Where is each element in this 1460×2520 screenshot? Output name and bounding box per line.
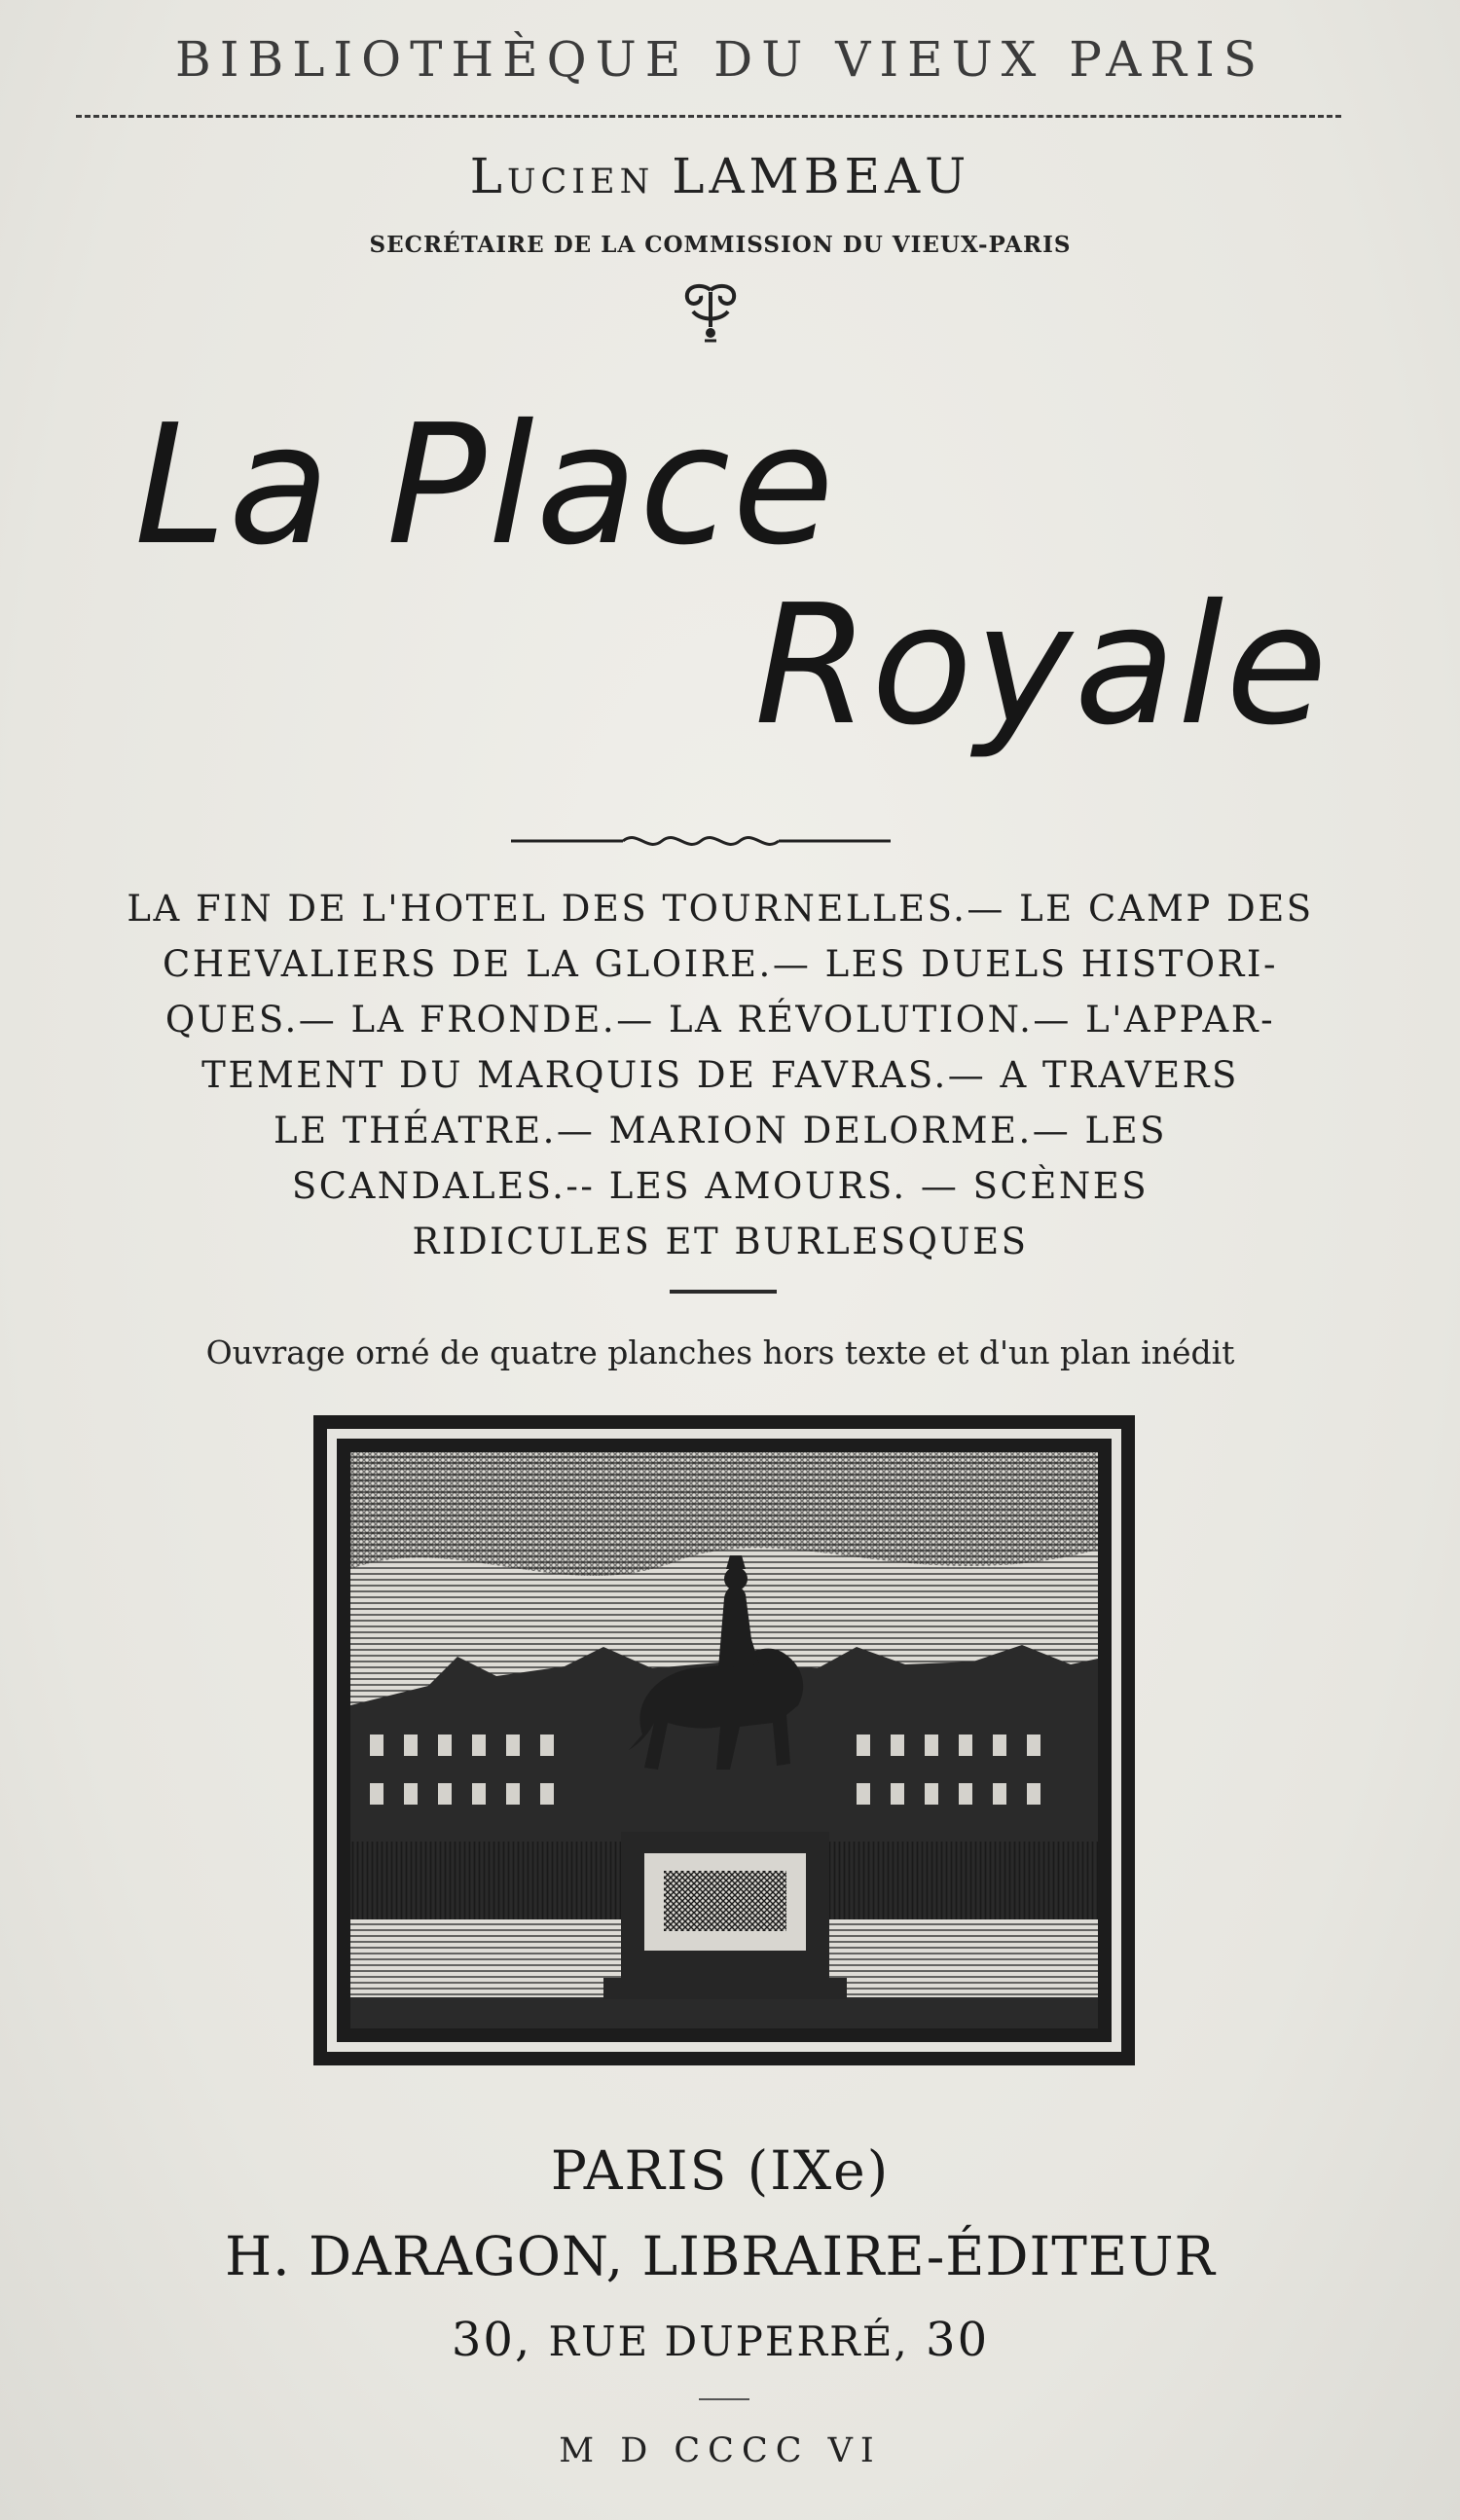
imprint-publisher: H. DARAGON, LIBRAIRE-ÉDITEUR [225, 2225, 1216, 2287]
series-title: BIBLIOTHÈQUE DU VIEUX PARIS [174, 31, 1266, 88]
header-rule [76, 115, 1341, 118]
publication-year: M D CCCC VI [559, 2431, 882, 2470]
address-number: 30 [926, 2313, 990, 2367]
imprint-address [0, 2313, 1441, 2367]
section-rule [670, 1290, 777, 1294]
author-first-name: Lucien [469, 148, 655, 204]
engraving-plate-image [311, 1413, 1137, 2067]
contents-line: LA FIN DE L'HOTEL DES TOURNELLES.— LE CAMP DES [127, 888, 1314, 930]
contents-line: CHEVALIERS DE LA GLOIRE.— LES DUELS HISTORI- [162, 943, 1279, 985]
contents-line: LE THÉATRE.— MARION DELORME.— LES [274, 1110, 1167, 1151]
contents-summary [68, 881, 1372, 1269]
illustration-note: Ouvrage orné de quatre planches hors texte et d'un plan inédit [205, 1333, 1235, 1371]
book-title-line-1: La Place [134, 389, 836, 582]
author-role: SECRÉTAIRE DE LA COMMISSION DU VIEUX-PARIS [369, 232, 1072, 258]
contents-line: RIDICULES ET BURLESQUES [412, 1221, 1029, 1262]
divider-ornament-icon [511, 825, 891, 855]
author-last-name: LAMBEAU [672, 148, 971, 204]
imprint-rule [699, 2398, 749, 2400]
contents-line: SCANDALES.-- LES AMOURS. — SCÈNES [291, 1165, 1150, 1207]
imprint-city: PARIS (IXe) [550, 2139, 891, 2202]
contents-line: TEMENT DU MARQUIS DE FAVRAS.— A TRAVERS [201, 1054, 1239, 1096]
address-number: 30, [451, 2313, 532, 2367]
fleuron-ornament-icon [672, 282, 749, 350]
author-name [0, 148, 1441, 204]
book-title-line-2: Royale [754, 569, 1330, 762]
contents-line: QUES.— LA FRONDE.— LA RÉVOLUTION.— L'APPAR- [164, 999, 1276, 1041]
address-street: RUE DUPERRÉ, [548, 2318, 909, 2365]
